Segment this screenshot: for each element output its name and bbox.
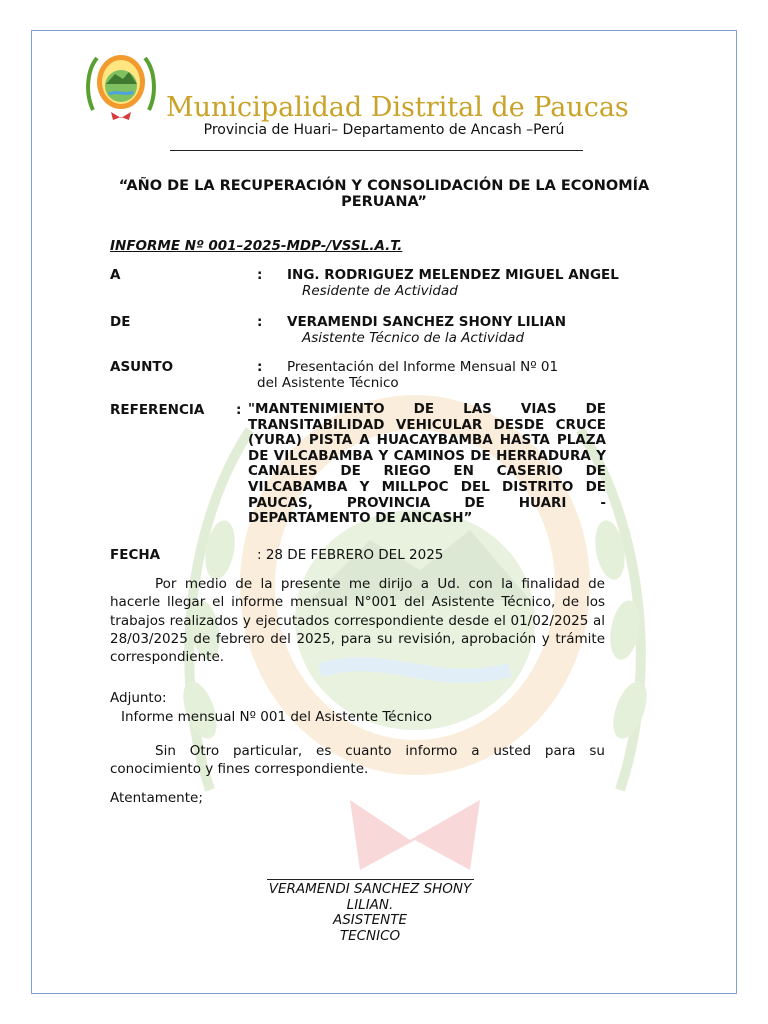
attached-label: Adjunto: (110, 690, 167, 706)
from-colon: : (257, 314, 263, 330)
municipality-title: Municipalidad Distrital de Paucas (166, 92, 629, 123)
signature-role-2: TECNICO (339, 927, 401, 944)
to-role: Residente de Actividad (302, 283, 458, 299)
province-line: Provincia de Huari– Departamento de Ancash –Perú (203, 122, 565, 138)
closing: Atentamente; (110, 790, 203, 806)
subject-colon: : (257, 359, 263, 375)
subject-line1: Presentación del Informe Mensual Nº 01 (287, 359, 559, 375)
date-label: FECHA (110, 547, 161, 563)
signature-role-1: ASISTENTE (332, 912, 407, 928)
attached-item: Informe mensual Nº 001 del Asistente Técnico (121, 709, 433, 725)
to-label: A (110, 267, 121, 283)
signature-name-2: LILIAN. (346, 896, 394, 913)
to-name: ING. RODRIGUEZ MELENDEZ MIGUEL ANGEL (287, 267, 619, 283)
header-divider (170, 150, 583, 151)
signature-line (267, 879, 474, 880)
subject-label: ASUNTO (110, 359, 174, 375)
year-motto: “AÑO DE LA RECUPERACIÓN Y CONSOLIDACIÓN DE LA ECONOMÍA PERUANA” (118, 178, 650, 210)
date-value: : 28 DE FEBRERO DEL 2025 (257, 547, 444, 563)
body-paragraph-1: Por medio de la presente me dirijo a Ud. con la finalidad de hacerle llegar el informe mensual N°001 del Asistente Técnico, de los trabajos realizados y ejecutados correspondiente desde el 01/02/2025 al 28/03/2025 de febrero del 2025, para su revisión, aprobación y trámite correspondiente. (110, 576, 605, 666)
reference-text: "MANTENIMIENTO DE LAS VIAS DE TRANSITABILIDAD VEHICULAR DESDE CRUCE (YURA) PISTA A HUACAYBAMBA HASTA PLAZA DE VILCABAMBA Y CAMINOS DE HERRADURA Y CANALES DE RIEGO EN CASERIO DE VILCABAMBA Y MILLPOC DEL DISTRITO DE PAUCAS, PROVINCIA DE HUARI - DEPARTAMENTO DE ANCASH” (248, 401, 606, 527)
to-colon: : (257, 267, 263, 283)
signature-block (230, 882, 510, 944)
signature-name-1: VERAMENDI SANCHEZ SHONY (268, 881, 472, 897)
from-name: VERAMENDI SANCHEZ SHONY LILIAN (287, 314, 567, 330)
subject-line2: del Asistente Técnico (257, 375, 399, 391)
from-label: DE (110, 314, 131, 330)
reference-label: REFERENCIA (110, 402, 205, 418)
report-number: INFORME Nº 001–2025-MDP-/VSSL.A.T. (110, 238, 403, 254)
municipal-logo (83, 48, 159, 122)
reference-colon: : (236, 402, 242, 418)
from-role: Asistente Técnico de la Actividad (302, 330, 525, 346)
body-paragraph-2: Sin Otro particular, es cuanto informo a usted para su conocimiento y fines correspondiente. (110, 743, 605, 778)
